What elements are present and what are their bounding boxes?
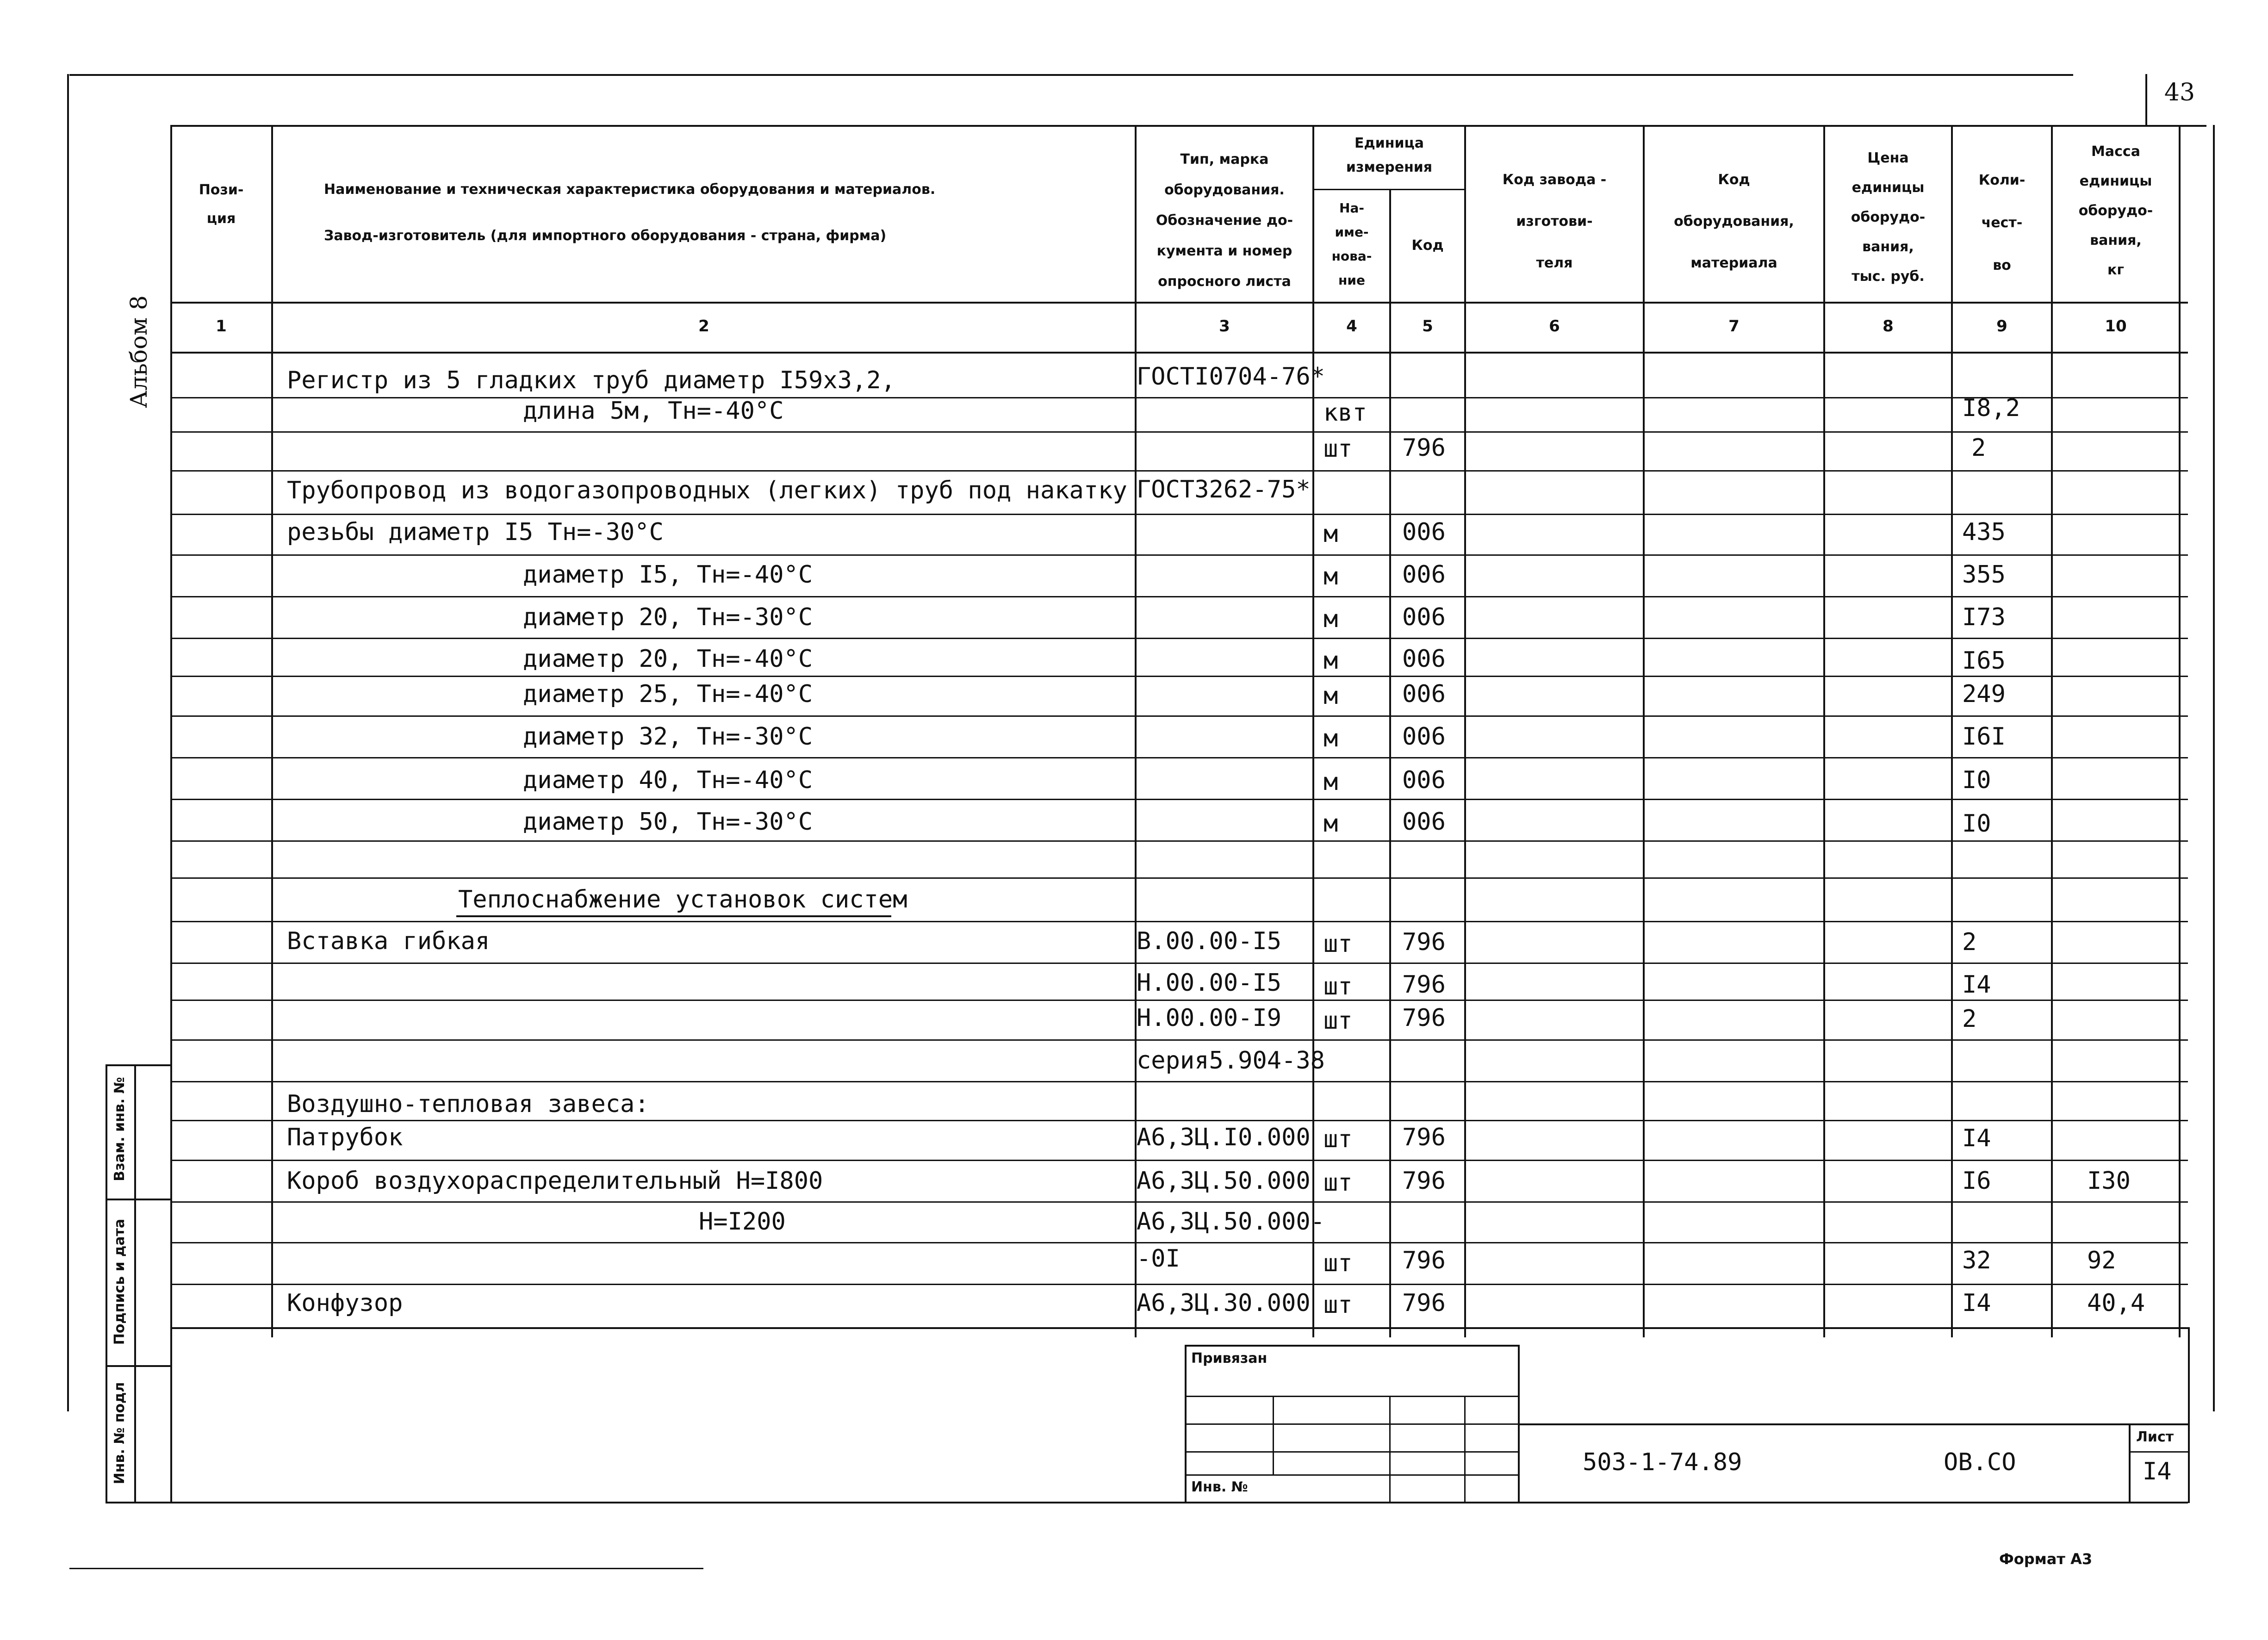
item-qty: 2 — [1971, 434, 1986, 462]
column-number: 5 — [1422, 317, 1433, 335]
item-name: диаметр 20, Тн=-40°С — [523, 645, 813, 673]
column-number: 2 — [698, 317, 709, 335]
item-code: 006 — [1402, 561, 1446, 589]
item-qty: 355 — [1962, 561, 2006, 589]
document-code: ОВ.СО — [1944, 1448, 2016, 1476]
item-type: Н.00.00-I5 — [1137, 969, 1282, 997]
item-code: 006 — [1402, 808, 1446, 836]
column-number: 3 — [1219, 317, 1230, 335]
item-type: А6,ЗЦ.50.000- — [1137, 1208, 1325, 1236]
header-col9: Коли- чест- во — [1978, 172, 2026, 273]
item-name: Вставка гибкая — [287, 927, 490, 955]
item-type: ГОСТ3262-75* — [1137, 476, 1311, 503]
item-unit: шт — [1324, 930, 1353, 958]
item-name: диаметр 20, Тн=-30°С — [523, 603, 813, 631]
item-code: 006 — [1402, 766, 1446, 794]
item-type: А6,ЗЦ.30.000 — [1137, 1289, 1311, 1317]
item-name: Трубопровод из водогазопроводных (легких) труб под накатку — [287, 477, 1127, 504]
item-qty: I0 — [1962, 810, 1991, 838]
item-unit: м — [1324, 682, 1338, 710]
item-qty: 249 — [1962, 680, 2006, 708]
item-type: А6,ЗЦ.50.000 — [1137, 1167, 1311, 1195]
item-code: 006 — [1402, 518, 1446, 546]
item-qty: I65 — [1962, 647, 2006, 675]
item-name: диаметр I5, Тн=-40°С — [523, 561, 813, 589]
header-col6: Код завода - изготови- теля — [1502, 172, 1607, 271]
item-unit: шт — [1324, 1249, 1353, 1277]
item-unit: шт — [1324, 1169, 1353, 1197]
item-code: 796 — [1402, 1004, 1446, 1032]
page-number: 43 — [2164, 79, 2195, 106]
item-name: диаметр 32, Тн=-30°С — [523, 723, 813, 751]
item-code: 006 — [1402, 680, 1446, 708]
item-name: длина 5м, Тн=-40°С — [523, 397, 784, 425]
column-number: 8 — [1883, 317, 1894, 335]
item-code: 006 — [1402, 723, 1446, 751]
item-unit: м — [1324, 725, 1338, 752]
item-qty: 435 — [1962, 518, 2006, 546]
item-qty: I0 — [1962, 766, 1991, 794]
item-unit: шт — [1324, 1007, 1353, 1035]
item-name: Конфузор — [287, 1289, 403, 1317]
document-number: 503-1-74.89 — [1583, 1448, 1742, 1476]
column-number: 1 — [216, 317, 227, 335]
side-title: Альбом 8 — [125, 295, 152, 408]
item-name: диаметр 50, Тн=-30°С — [523, 808, 813, 836]
item-qty: I8,2 — [1962, 394, 2020, 422]
header-col7: Код оборудования, материала — [1674, 172, 1794, 271]
item-qty: I6 — [1962, 1167, 1991, 1195]
item-qty: 2 — [1962, 928, 1977, 956]
item-name: Воздушно-тепловая завеса: — [287, 1090, 649, 1118]
item-type: А6,ЗЦ.I0.000 — [1137, 1124, 1311, 1151]
bound-label: Привязан — [1191, 1350, 1268, 1367]
section-heading: Теплоснабжение установок систем — [458, 886, 907, 913]
item-unit: шт — [1324, 1125, 1353, 1153]
item-name: Патрубок — [287, 1124, 403, 1151]
item-qty: I4 — [1962, 1124, 1991, 1152]
item-type: -0I — [1137, 1245, 1180, 1273]
item-name: Регистр из 5 гладких труб диаметр I59x3,2, — [287, 367, 895, 394]
header-col2: Наименование и техническая характеристика оборудования и материалов. Завод-изготовитель (для импортного оборудования - страна, фирма) — [324, 181, 936, 244]
item-mass: 40,4 — [2087, 1289, 2145, 1317]
item-unit: шт — [1324, 435, 1353, 463]
header-col10: Масса единицы оборудо- вания, кг — [2078, 143, 2153, 278]
item-type: серия5.904-38 — [1137, 1047, 1325, 1075]
item-name: резьбы диаметр I5 Тн=-30°С — [287, 518, 664, 546]
sheet-label: Лист — [2136, 1429, 2174, 1445]
item-name: Короб воздухораспределительный Н=I800 — [287, 1167, 823, 1195]
item-type: В.00.00-I5 — [1137, 927, 1282, 955]
item-unit: шт — [1324, 1291, 1353, 1319]
item-unit: м — [1324, 520, 1338, 548]
item-code: 796 — [1402, 1247, 1446, 1274]
format-label: Формат А3 — [1999, 1550, 2093, 1568]
item-qty: I73 — [1962, 603, 2006, 631]
stamp-label-signature-date: Подпись и дата — [112, 1218, 128, 1345]
header-units-group: Единица измерения — [1346, 135, 1433, 175]
item-name: диаметр 40, Тн=-40°С — [523, 766, 813, 794]
column-number: 10 — [2105, 317, 2127, 335]
header-col5: Код — [1411, 237, 1444, 254]
column-number: 6 — [1549, 317, 1560, 335]
item-code: 796 — [1402, 1289, 1446, 1317]
stamp-label-replaced-inv: Взам. инв. № — [112, 1077, 128, 1181]
item-name: Н=I200 — [699, 1208, 786, 1236]
item-code: 006 — [1402, 645, 1446, 673]
item-mass: 92 — [2087, 1247, 2116, 1274]
item-code: 796 — [1402, 1167, 1446, 1195]
header-col8: Цена единицы оборудо- вания, тыс. руб. — [1851, 150, 1926, 285]
item-code: 796 — [1402, 434, 1446, 462]
item-unit: м — [1324, 810, 1338, 838]
item-unit: м — [1324, 768, 1338, 796]
item-code: 796 — [1402, 928, 1446, 956]
item-qty: 32 — [1962, 1247, 1991, 1274]
column-number: 4 — [1346, 317, 1357, 335]
item-code: 006 — [1402, 603, 1446, 631]
header-col1: Пози- ция — [199, 182, 244, 227]
column-number: 7 — [1728, 317, 1740, 335]
header-col4: На- име- нова- ние — [1331, 200, 1372, 288]
sheet-number: I4 — [2143, 1458, 2172, 1485]
item-unit: шт — [1324, 973, 1353, 1000]
inv-number-label: Инв. № — [1191, 1479, 1248, 1495]
item-qty: I6I — [1962, 723, 2006, 751]
item-code: 796 — [1402, 1124, 1446, 1151]
stamp-label-original-inv: Инв. № подл — [112, 1382, 128, 1485]
item-type: ГОСТI0704-76* — [1137, 363, 1325, 391]
item-unit: квт — [1324, 399, 1367, 427]
column-number: 9 — [1996, 317, 2007, 335]
item-code: 796 — [1402, 971, 1446, 999]
item-qty: 2 — [1962, 1005, 1977, 1033]
item-unit: м — [1324, 605, 1338, 633]
item-type: Н.00.00-I9 — [1137, 1004, 1282, 1032]
item-qty: I4 — [1962, 971, 1991, 999]
item-mass: I30 — [2087, 1167, 2131, 1195]
header-col3: Тип, марка оборудования. Обозначение до- кумента и номер опросного листа — [1156, 151, 1293, 290]
item-unit: м — [1324, 563, 1338, 590]
item-name: диаметр 25, Тн=-40°С — [523, 680, 813, 708]
item-unit: м — [1324, 647, 1338, 675]
item-qty: I4 — [1962, 1289, 1991, 1317]
